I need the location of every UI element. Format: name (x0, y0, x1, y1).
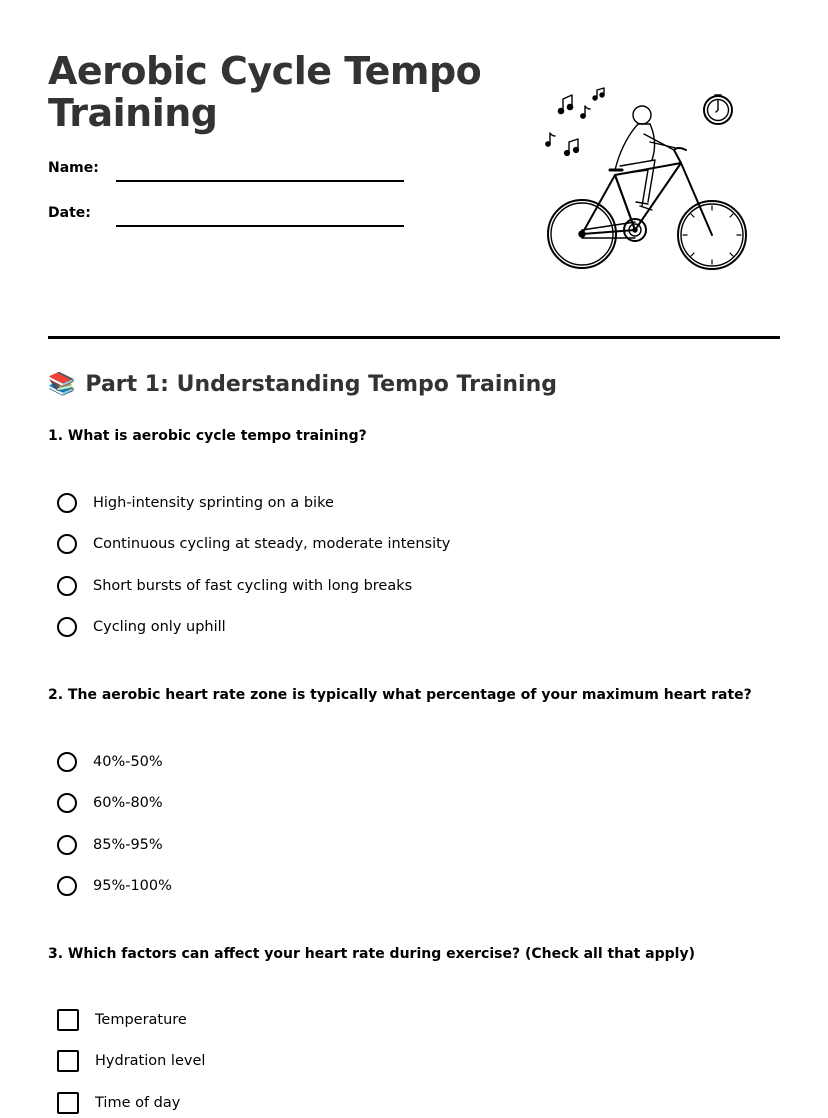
option-label: Hydration level (95, 1053, 206, 1069)
q2-option-1[interactable] (57, 749, 163, 775)
question-2-text: 2. The aerobic heart rate zone is typically what percentage of your maximum heart rate? (48, 687, 752, 703)
question-3-text: 3. Which factors can affect your heart rate during exercise? (Check all that apply) (48, 946, 695, 962)
music-note-icon (593, 88, 604, 100)
radio-button[interactable] (57, 534, 77, 554)
part-1-title: Part 1: Understanding Tempo Training (85, 372, 557, 397)
option-label: 85%-95% (93, 837, 163, 853)
checkbox[interactable] (57, 1050, 79, 1072)
option-label: Time of day (95, 1095, 181, 1111)
radio-button[interactable] (57, 493, 77, 513)
part-1-heading (48, 372, 557, 397)
option-label: Short bursts of fast cycling with long breaks (93, 578, 413, 594)
music-note-icon (546, 133, 555, 146)
q3-option-1[interactable] (57, 1007, 187, 1033)
q1-option-2[interactable] (57, 531, 450, 557)
radio-button[interactable] (57, 835, 77, 855)
cyclist-illustration (540, 82, 752, 274)
q3-option-3[interactable] (57, 1090, 180, 1116)
radio-button[interactable] (57, 793, 77, 813)
q1-option-3[interactable] (57, 573, 412, 599)
page-title: Aerobic Cycle Tempo Training (48, 49, 482, 135)
option-label: 40%-50% (93, 754, 163, 770)
q1-option-4[interactable] (57, 614, 226, 640)
checkbox[interactable] (57, 1092, 79, 1114)
q2-option-3[interactable] (57, 832, 163, 858)
q2-option-4[interactable] (57, 873, 172, 899)
radio-button[interactable] (57, 576, 77, 596)
option-label: Continuous cycling at steady, moderate intensity (93, 536, 451, 552)
music-note-icon (558, 95, 572, 114)
option-label: High-intensity sprinting on a bike (93, 495, 334, 511)
name-label: Name: (48, 160, 99, 176)
q3-option-2[interactable] (57, 1048, 205, 1074)
radio-button[interactable] (57, 876, 77, 896)
option-label: Temperature (95, 1012, 187, 1028)
books-icon: 📚 (48, 372, 76, 397)
question-1-text: 1. What is aerobic cycle tempo training? (48, 428, 367, 444)
radio-button[interactable] (57, 752, 77, 772)
q2-option-2[interactable] (57, 790, 163, 816)
section-divider (48, 336, 780, 339)
date-label: Date: (48, 205, 91, 221)
music-note-icon (581, 106, 590, 118)
option-label: 60%-80% (93, 795, 163, 811)
stopwatch-icon (704, 95, 732, 124)
q1-option-1[interactable] (57, 490, 334, 516)
radio-button[interactable] (57, 617, 77, 637)
option-label: 95%-100% (93, 878, 172, 894)
option-label: Cycling only uphill (93, 619, 226, 635)
date-field[interactable] (116, 225, 404, 227)
name-field[interactable] (116, 180, 404, 182)
checkbox[interactable] (57, 1009, 79, 1031)
music-note-icon (565, 139, 579, 155)
